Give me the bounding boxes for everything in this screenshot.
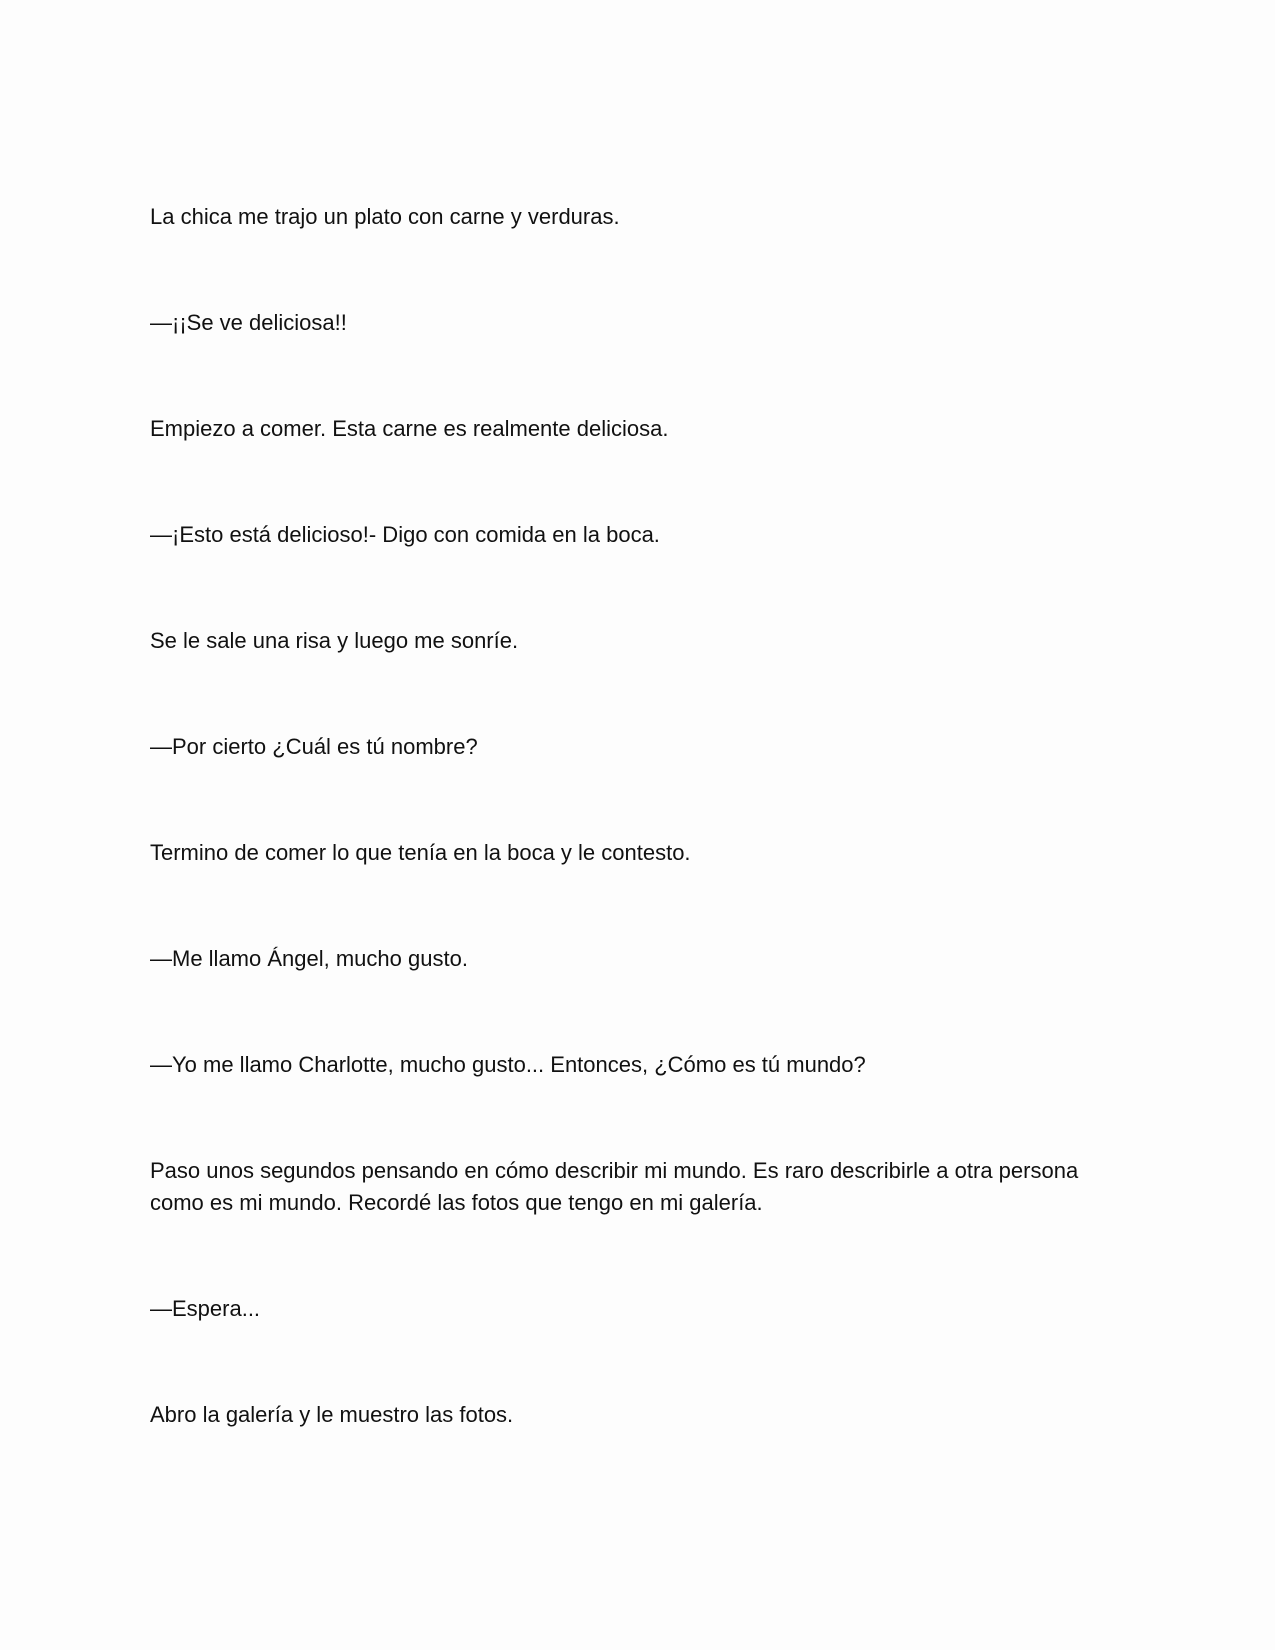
paragraph: La chica me trajo un plato con carne y verduras. [150, 204, 620, 229]
paragraph: Empiezo a comer. Esta carne es realmente deliciosa. [150, 416, 669, 441]
dialogue-line: —¡Esto está delicioso!- Digo con comida en la boca. [150, 522, 660, 547]
dialogue-line: —¡¡Se ve deliciosa!! [150, 310, 347, 335]
paragraph: Paso unos segundos pensando en cómo describir mi mundo. Es raro describirle a otra persona como es mi mundo. Recordé las fotos que tengo en mi galería. [150, 1158, 1079, 1215]
paragraph: Se le sale una risa y luego me sonríe. [150, 628, 519, 653]
paragraph: Termino de comer lo que tenía en la boca y le contesto. [150, 840, 691, 865]
dialogue-line: —Me llamo Ángel, mucho gusto. [150, 946, 468, 971]
dialogue-line: —Yo me llamo Charlotte, mucho gusto... Entonces, ¿Cómo es tú mundo? [150, 1052, 866, 1077]
dialogue-line: —Por cierto ¿Cuál es tú nombre? [150, 734, 478, 759]
dialogue-line: —Espera... [150, 1296, 261, 1321]
paragraph: Abro la galería y le muestro las fotos. [150, 1402, 514, 1427]
